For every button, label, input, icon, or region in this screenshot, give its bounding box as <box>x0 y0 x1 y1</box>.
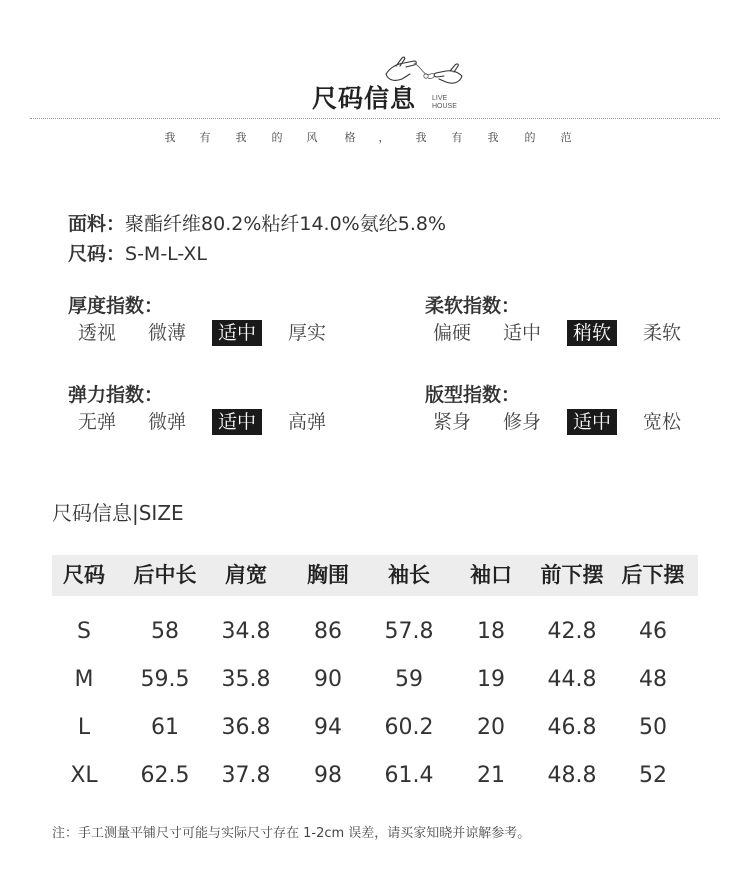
table-cell: 57.8 <box>384 619 434 644</box>
table-cell: 44.8 <box>547 667 597 692</box>
elasticity-option: 高弹 <box>288 411 327 433</box>
table-cell: 37.8 <box>221 763 271 788</box>
table-cell: 62.5 <box>140 763 190 788</box>
fit-title: 版型指数： <box>425 384 521 406</box>
table-cell: 86 <box>314 619 342 644</box>
table-cell: 48.8 <box>547 763 597 788</box>
logo-caption-line: HOUSE <box>432 103 457 110</box>
slogan-char: 我 <box>164 131 176 144</box>
slogan-char: 的 <box>271 131 283 144</box>
table-cell: 35.8 <box>221 667 271 692</box>
fit-option: 宽松 <box>643 411 682 433</box>
table-cell: 59.5 <box>140 667 190 692</box>
column-header: 袖长 <box>388 563 430 587</box>
size-value: S-M-L-XL <box>125 243 207 265</box>
page-title: 尺码信息 <box>312 84 417 113</box>
elasticity-title: 弹力指数： <box>68 384 164 406</box>
table-cell: 58 <box>151 619 179 644</box>
table-cell: 46 <box>639 619 667 644</box>
logo-caption <box>432 95 457 111</box>
hands-logo-icon <box>384 52 464 88</box>
table-cell: 50 <box>639 715 667 740</box>
size-label-cell: L <box>77 715 91 740</box>
size-label-cell: XL <box>70 763 98 788</box>
softness-option-selected: 稍软 <box>567 320 617 346</box>
slogan-char: 有 <box>451 131 463 144</box>
softness-title: 柔软指数： <box>425 295 521 317</box>
logo-caption-line: LIVE <box>432 95 448 102</box>
table-cell: 61.4 <box>384 763 434 788</box>
column-header: 尺码 <box>63 563 105 587</box>
table-cell: 60.2 <box>384 715 434 740</box>
size-table-header <box>52 555 698 596</box>
fabric-value: 聚酯纤维80.2%粘纤14.0%氨纶5.8% <box>125 213 447 235</box>
table-cell: 61 <box>151 715 179 740</box>
fit-option-selected: 适中 <box>567 409 617 435</box>
column-header: 袖口 <box>470 563 512 587</box>
table-cell: 42.8 <box>547 619 597 644</box>
slogan-char: ， <box>378 131 390 144</box>
elasticity-option-selected: 适中 <box>212 409 262 435</box>
softness-option: 柔软 <box>643 322 682 344</box>
measurement-note: 注：手工测量平铺尺寸可能与实际尺寸存在 1-2cm 误差，请买家知晓并谅解参考。 <box>52 826 531 841</box>
slogan-char: 我 <box>415 131 427 144</box>
table-cell: 59 <box>395 667 423 692</box>
thickness-option-selected: 适中 <box>212 320 262 346</box>
size-label-cell: S <box>77 619 91 644</box>
softness-option: 偏硬 <box>433 322 472 344</box>
elasticity-option: 微弹 <box>148 411 187 433</box>
table-cell: 18 <box>477 619 505 644</box>
column-header: 胸围 <box>307 563 349 587</box>
slogan-char: 格 <box>344 131 356 144</box>
thickness-option: 微薄 <box>148 322 187 344</box>
thickness-option: 透视 <box>78 322 117 344</box>
fit-option: 修身 <box>503 411 542 433</box>
slogan <box>0 129 750 145</box>
slogan-char: 我 <box>235 131 247 144</box>
slogan-char: 我 <box>487 131 499 144</box>
table-cell: 52 <box>639 763 667 788</box>
table-cell: 98 <box>314 763 342 788</box>
column-header: 后下摆 <box>621 563 685 587</box>
softness-option: 适中 <box>503 322 542 344</box>
size-spec <box>68 239 207 266</box>
table-cell: 21 <box>477 763 505 788</box>
table-cell: 90 <box>314 667 342 692</box>
header-divider <box>30 118 720 119</box>
table-cell: 20 <box>477 715 505 740</box>
slogan-char: 风 <box>306 131 318 144</box>
fabric-label: 面料： <box>68 213 126 235</box>
column-header: 前下摆 <box>540 563 604 587</box>
fabric-spec <box>68 209 446 236</box>
size-table-heading: 尺码信息|SIZE <box>52 501 184 525</box>
size-label-cell: M <box>74 667 94 692</box>
table-cell: 34.8 <box>221 619 271 644</box>
column-header: 后中长 <box>133 563 197 587</box>
table-cell: 46.8 <box>547 715 597 740</box>
slogan-char: 的 <box>524 131 536 144</box>
column-header: 肩宽 <box>225 563 267 587</box>
table-cell: 94 <box>314 715 342 740</box>
slogan-char: 有 <box>199 131 211 144</box>
slogan-char: 范 <box>560 131 572 144</box>
elasticity-option: 无弹 <box>78 411 117 433</box>
size-label: 尺码： <box>68 243 126 265</box>
table-cell: 19 <box>477 667 505 692</box>
fit-option: 紧身 <box>433 411 472 433</box>
thickness-option: 厚实 <box>288 322 327 344</box>
table-cell: 36.8 <box>221 715 271 740</box>
table-cell: 48 <box>639 667 667 692</box>
thickness-title: 厚度指数： <box>68 295 164 317</box>
